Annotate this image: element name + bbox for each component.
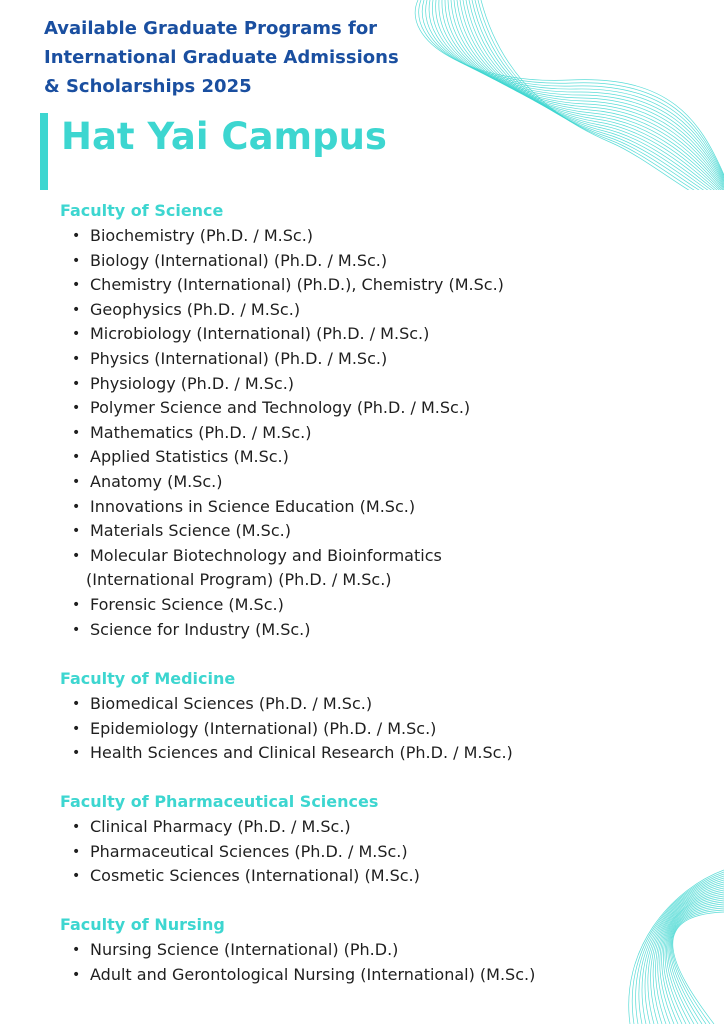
bullet-icon: • (72, 424, 81, 441)
wave-line (460, 0, 724, 190)
bullet-icon: • (72, 301, 81, 318)
wave-line (457, 0, 724, 190)
list-item (72, 273, 504, 298)
program-name: Materials Science (M.Sc.) (90, 521, 291, 541)
program-name: Nursing Science (International) (Ph.D.) (90, 940, 399, 959)
list-item (72, 249, 504, 274)
program-name: Physics (International) (Ph.D. / M.Sc.) (90, 348, 388, 368)
list-item (72, 741, 513, 766)
program-name: Epidemiology (International) (Ph.D. / M.Sc.) (90, 718, 437, 738)
wave-lines-decoration-top (400, 0, 724, 190)
bullet-icon: • (72, 375, 81, 392)
wave-line (668, 902, 724, 1024)
bullet-icon: • (72, 596, 81, 613)
bullet-icon: • (72, 720, 81, 737)
bullet-icon: • (72, 745, 81, 762)
wave-line (454, 0, 724, 190)
program-name: Molecular Biotechnology and Bioinformatics (90, 545, 442, 565)
program-name: Science for Industry (M.Sc.) (90, 619, 311, 639)
wave-line (475, 0, 724, 190)
wave-line (472, 0, 724, 190)
faculty-heading-nursing: Faculty of Nursing (60, 915, 225, 934)
bullet-icon: • (72, 400, 81, 417)
list-item (72, 224, 504, 249)
program-name: Cosmetic Sciences (International) (M.Sc.) (90, 866, 420, 886)
wave-line (669, 904, 724, 1024)
wave-line (653, 886, 724, 1024)
wave-line (415, 0, 724, 175)
wave-line (481, 0, 724, 190)
bullet-icon: • (72, 696, 81, 712)
program-name: Mathematics (Ph.D. / M.Sc.) (90, 422, 312, 442)
wave-line (426, 0, 724, 180)
bullet-icon: • (72, 350, 81, 367)
program-list-nursing (72, 938, 535, 987)
list-item (72, 421, 504, 446)
bullet-icon: • (72, 547, 81, 564)
program-name: Anatomy (M.Sc.) (90, 471, 223, 491)
program-name: Chemistry (International) (Ph.D.), Chemistry (M.Sc.) (90, 275, 504, 295)
list-item (72, 593, 504, 618)
wave-line (419, 0, 724, 177)
bullet-icon: • (72, 966, 81, 983)
list-item (72, 544, 504, 593)
wave-line (632, 872, 724, 1024)
wave-line (663, 896, 724, 1024)
faculty-heading-pharmaceutical-sciences: Faculty of Pharmaceutical Sciences (60, 792, 379, 811)
program-list-pharmaceutical-sciences (72, 815, 420, 889)
wave-line (655, 888, 724, 1024)
program-name: Clinical Pharmacy (Ph.D. / M.Sc.) (90, 817, 351, 836)
list-item (72, 470, 504, 495)
wave-line (439, 0, 724, 186)
program-list-medicine (72, 692, 513, 766)
wave-lines-decoration-bottom (600, 860, 724, 1024)
list-item (72, 519, 504, 544)
list-item (72, 372, 504, 397)
wave-line (642, 878, 724, 1024)
list-item (72, 864, 420, 889)
bullet-icon: • (72, 449, 81, 466)
bullet-icon: • (72, 868, 81, 885)
wave-line (463, 0, 724, 190)
bullet-icon: • (72, 942, 81, 958)
program-name: Microbiology (International) (Ph.D. / M.Sc.) (90, 324, 430, 344)
program-name: Forensic Science (M.Sc.) (90, 594, 284, 614)
document-title-line-3: & Scholarships 2025 (44, 76, 252, 97)
list-item (72, 840, 420, 865)
program-name: Polymer Science and Technology (Ph.D. / M.Sc.) (90, 398, 471, 418)
list-item (72, 347, 504, 372)
wave-line (629, 870, 724, 1024)
bullet-icon: • (72, 819, 81, 835)
wave-line (651, 884, 724, 1024)
program-list-science (72, 224, 504, 642)
wave-line (658, 890, 724, 1024)
document-title (44, 14, 424, 101)
program-name: Physiology (Ph.D. / M.Sc.) (90, 373, 295, 393)
list-item (72, 963, 535, 988)
bullet-icon: • (72, 498, 81, 515)
document-title-line-1: Available Graduate Programs for (44, 18, 378, 39)
wave-line (445, 0, 724, 189)
list-item (72, 298, 504, 323)
bullet-icon: • (72, 523, 81, 540)
program-name-continuation: (International Program) (Ph.D. / M.Sc.) (86, 570, 392, 590)
campus-accent-bar (40, 113, 48, 190)
bullet-icon: • (72, 843, 81, 860)
list-item (72, 815, 420, 840)
wave-line (673, 912, 724, 1024)
bullet-icon: • (72, 621, 81, 638)
list-item (72, 322, 504, 347)
program-name: Pharmaceutical Sciences (Ph.D. / M.Sc.) (90, 841, 408, 861)
bullet-icon: • (72, 228, 81, 244)
wave-line (648, 882, 724, 1024)
bullet-icon: • (72, 277, 81, 294)
wave-line (451, 0, 724, 190)
faculty-heading-medicine: Faculty of Medicine (60, 669, 236, 688)
bullet-icon: • (72, 473, 81, 490)
bullet-icon: • (72, 252, 81, 269)
list-item (72, 692, 513, 717)
list-item (72, 445, 504, 470)
program-name: Biochemistry (Ph.D. / M.Sc.) (90, 226, 314, 245)
faculty-heading-science: Faculty of Science (60, 201, 224, 220)
wave-line (665, 898, 724, 1024)
wave-line (672, 910, 724, 1024)
wave-line (469, 0, 724, 190)
wave-line (670, 906, 724, 1024)
wave-line (432, 0, 724, 183)
wave-line (478, 0, 724, 190)
program-name: Applied Statistics (M.Sc.) (90, 447, 289, 467)
list-item (72, 396, 504, 421)
list-item (72, 717, 513, 742)
list-item (72, 938, 535, 963)
wave-line (671, 908, 724, 1024)
wave-line (442, 0, 724, 187)
bullet-icon: • (72, 326, 81, 343)
list-item (72, 495, 504, 520)
program-name: Geophysics (Ph.D. / M.Sc.) (90, 299, 301, 319)
wave-line (436, 0, 724, 184)
program-name: Biology (International) (Ph.D. / M.Sc.) (90, 250, 388, 270)
wave-line (636, 874, 724, 1024)
wave-line (639, 876, 724, 1024)
wave-line (466, 0, 724, 190)
program-name: Adult and Gerontological Nursing (International) (M.Sc.) (90, 964, 536, 984)
wave-line (422, 0, 724, 178)
wave-line (429, 0, 724, 181)
document-title-line-2: International Graduate Admissions (44, 47, 399, 68)
program-name: Health Sciences and Clinical Research (Ph.D. / M.Sc.) (90, 743, 513, 763)
wave-line (448, 0, 724, 190)
list-item (72, 618, 504, 643)
wave-line (662, 894, 724, 1024)
campus-title: Hat Yai Campus (61, 115, 387, 158)
wave-line (660, 892, 724, 1024)
wave-line (666, 900, 724, 1024)
program-name: Innovations in Science Education (M.Sc.) (90, 496, 416, 516)
program-name: Biomedical Sciences (Ph.D. / M.Sc.) (90, 694, 373, 713)
wave-line (645, 880, 724, 1024)
